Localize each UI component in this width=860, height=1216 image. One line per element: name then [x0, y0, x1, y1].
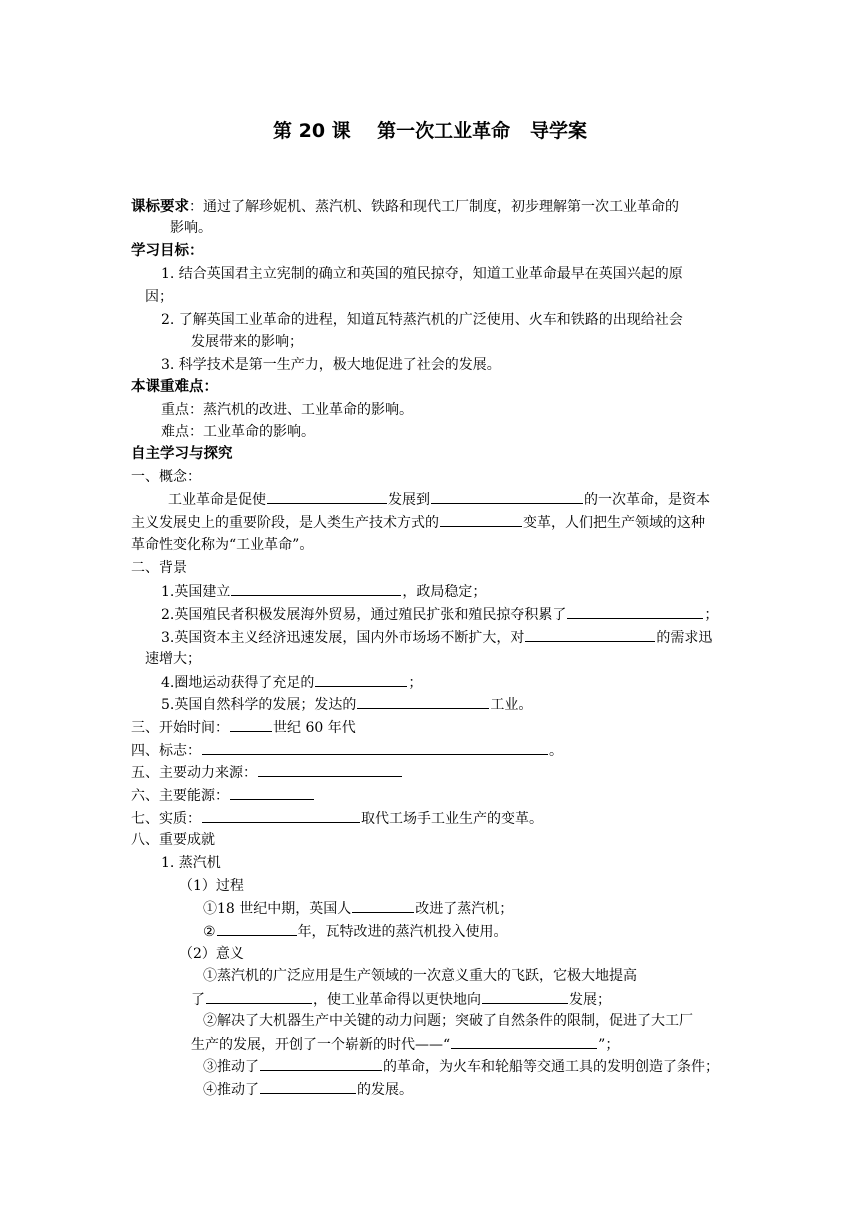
process-1: ①18 世纪中期，英国人 改进了蒸汽机；	[203, 898, 513, 919]
blank[interactable]	[202, 740, 548, 755]
section-start-time: 三、开始时间： 世纪 60 年代	[131, 717, 356, 738]
goal-2-cont: 发展带来的影响；	[191, 334, 303, 350]
section-concept: 一、概念：	[131, 469, 201, 485]
blank[interactable]	[206, 989, 312, 1004]
significance-3: ③推动了 的革命，为火车和轮船等交通工具的发明创造了条件；	[203, 1056, 719, 1077]
background-5: 5.英国自然科学的发展；发达的 工业。	[161, 694, 532, 715]
concept-line-3: 革命性变化称为“工业革命”。	[131, 537, 314, 553]
learning-goals-heading: 学习目标：	[131, 243, 204, 259]
blank[interactable]	[267, 489, 387, 504]
goal-2: 2. 了解英国工业革命的进程，知道瓦特蒸汽机的广泛使用、火车和铁路的出现给社会	[161, 312, 683, 328]
blank[interactable]	[230, 717, 272, 732]
significance-2-cont: 生产的发展，开创了一个崭新的时代——“ ”；	[191, 1034, 619, 1055]
blank[interactable]	[202, 808, 360, 823]
blank[interactable]	[315, 672, 407, 687]
concept-line-2: 主义发展史上的重要阶段，是人类生产技术方式的 变革，人们把生产领域的这种	[131, 512, 705, 533]
curriculum-requirement	[131, 197, 679, 217]
blank[interactable]	[525, 627, 655, 642]
background-4: 4.圈地运动获得了充足的 ；	[161, 672, 422, 693]
blank[interactable]	[260, 1079, 356, 1094]
blank[interactable]	[217, 921, 297, 936]
goal-3: 3. 科学技术是第一生产力，极大地促进了社会的发展。	[161, 357, 501, 373]
blank[interactable]	[352, 898, 414, 913]
significance-2: ②解决了大机器生产中关键的动力问题；突破了自然条件的限制，促进了大工厂	[203, 1013, 693, 1029]
blank[interactable]	[440, 512, 522, 527]
background-2: 2.英国殖民者积极发展海外贸易，通过殖民扩张和殖民掠夺积累了 ；	[161, 604, 718, 625]
blank[interactable]	[260, 1056, 382, 1071]
significance-heading: （2）意义	[179, 946, 244, 962]
goal-1: 1. 结合英国君主立宪制的确立和英国的殖民掠夺，知道工业革命最早在英国兴起的原	[161, 266, 683, 282]
blank[interactable]	[231, 581, 401, 596]
background-1: 1.英国建立 ，政局稳定；	[161, 581, 486, 602]
concept-line-1: 工业革命是促使 发展到 的一次革命，是资本	[168, 489, 710, 510]
section-symbol: 四、标志： 。	[131, 740, 563, 761]
steam-engine-heading: 1. 蒸汽机	[161, 855, 221, 871]
process-2: ② 年，瓦特改进的蒸汽机投入使用。	[203, 921, 508, 942]
difficult-point: 难点：工业革命的影响。	[161, 424, 315, 440]
key-point: 重点：蒸汽机的改进、工业革命的影响。	[161, 402, 413, 418]
blank[interactable]	[258, 762, 402, 777]
section-essence: 七、实质： 取代工场手工业生产的变革。	[131, 808, 543, 829]
background-3: 3.英国资本主义经济迅速发展，国内外市场场不断扩大，对 的需求迅	[161, 627, 712, 648]
goal-1-cont: 因；	[145, 289, 173, 305]
blank[interactable]	[357, 694, 489, 709]
blank[interactable]	[482, 989, 568, 1004]
significance-1: ①蒸汽机的广泛应用是生产领域的一次意义重大的飞跃，它极大地提高	[203, 968, 637, 984]
process-heading: （1）过程	[179, 878, 244, 894]
significance-4: ④推动了 的发展。	[203, 1079, 413, 1100]
significance-1-cont: 了 ，使工业革命得以更快地向 发展；	[191, 989, 611, 1010]
curriculum-requirement-cont: 影响。	[170, 220, 212, 236]
section-background: 二、背景	[131, 560, 187, 576]
key-points-heading: 本课重难点：	[131, 379, 218, 395]
curriculum-requirement-text: ：通过了解珍妮机、蒸汽机、铁路和现代工厂制度，初步理解第一次工业革命的	[189, 199, 679, 215]
curriculum-requirement-label: 课标要求	[131, 199, 189, 215]
page-title: 第 20 课 第一次工业革命 导学案	[273, 120, 587, 142]
section-energy: 六、主要能源：	[131, 785, 315, 806]
blank[interactable]	[431, 489, 583, 504]
background-3-cont: 速增大；	[145, 651, 201, 667]
blank[interactable]	[451, 1034, 597, 1049]
section-power-source: 五、主要动力来源：	[131, 762, 403, 783]
blank[interactable]	[567, 604, 703, 619]
blank[interactable]	[230, 785, 314, 800]
section-achievements: 八、重要成就	[131, 832, 215, 848]
self-study-heading: 自主学习与探究	[131, 446, 233, 462]
